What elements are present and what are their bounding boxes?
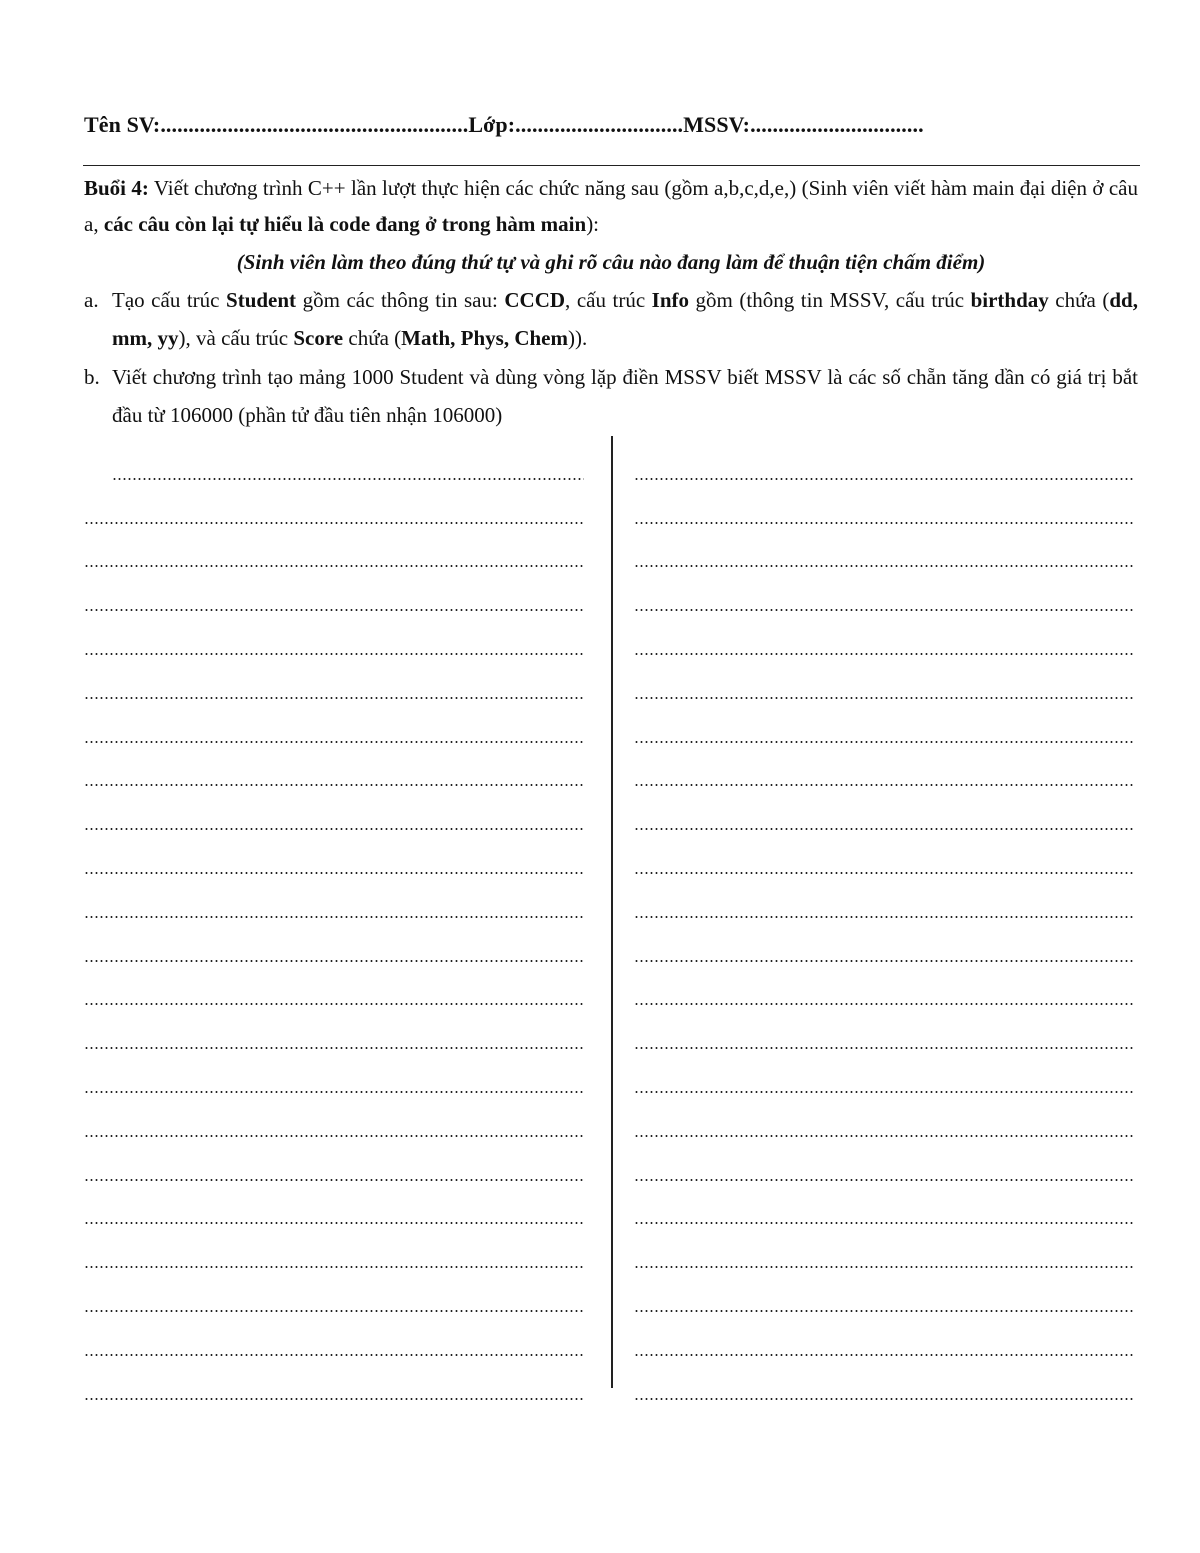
- question-b: [84, 358, 1138, 434]
- answer-line[interactable]: [84, 573, 584, 617]
- header-divider: [83, 165, 1140, 166]
- answer-line[interactable]: [634, 617, 1134, 661]
- question-text: , cấu trúc: [565, 288, 652, 312]
- question-keyword: CCCD: [504, 288, 566, 312]
- question-keyword: Math, Phys, Chem: [401, 326, 568, 350]
- answer-line[interactable]: [84, 1143, 584, 1187]
- question-text: chứa (: [1048, 288, 1110, 312]
- answer-line[interactable]: [84, 705, 584, 749]
- question-text: gồm các thông tin sau:: [296, 288, 505, 312]
- intro-text-bold: các câu còn lại tự hiểu là code đang ở trong hàm main: [103, 212, 587, 236]
- answer-line[interactable]: [634, 836, 1134, 880]
- answer-column-left[interactable]: [84, 442, 584, 1406]
- intro-text-2: ):: [586, 212, 600, 236]
- answer-line[interactable]: [84, 1187, 584, 1231]
- answer-line[interactable]: [634, 968, 1134, 1012]
- question-text: gồm (thông tin MSSV, cấu trúc: [689, 288, 971, 312]
- answer-line[interactable]: [634, 1274, 1134, 1318]
- column-divider: [611, 436, 613, 1388]
- answer-column-right[interactable]: [634, 442, 1134, 1406]
- answer-line[interactable]: [84, 617, 584, 661]
- answer-line[interactable]: [634, 705, 1134, 749]
- question-keyword: Score: [293, 326, 344, 350]
- answer-line[interactable]: [634, 1362, 1134, 1406]
- question-keyword: Student: [226, 288, 297, 312]
- question-text: ), và cấu trúc: [178, 326, 294, 350]
- instruction-note: (Sinh viên làm theo đúng thứ tự và ghi rõ câu nào đang làm để thuận tiện chấm điểm): [236, 250, 986, 274]
- answer-line[interactable]: [84, 661, 584, 705]
- answer-line[interactable]: [84, 1274, 584, 1318]
- question-keyword: dd, mm, yy: [112, 288, 1138, 350]
- answer-line[interactable]: [634, 530, 1134, 574]
- answer-line[interactable]: [84, 530, 584, 574]
- answer-line[interactable]: [634, 924, 1134, 968]
- answer-line[interactable]: [84, 968, 584, 1012]
- answer-line[interactable]: [84, 442, 584, 486]
- answer-line[interactable]: [84, 749, 584, 793]
- question-keyword: Info: [651, 288, 690, 312]
- question-text: Tạo cấu trúc: [112, 288, 227, 312]
- answer-line[interactable]: [634, 1011, 1134, 1055]
- session-label: Buổi 4:: [84, 176, 149, 200]
- answer-line[interactable]: [84, 1230, 584, 1274]
- answer-line[interactable]: [634, 573, 1134, 617]
- answer-line[interactable]: [84, 1055, 584, 1099]
- answer-line[interactable]: [634, 792, 1134, 836]
- student-id-field[interactable]: ...............................: [750, 112, 924, 137]
- answer-line[interactable]: [84, 1362, 584, 1406]
- question-keyword: birthday: [970, 288, 1049, 312]
- answer-line[interactable]: [634, 1143, 1134, 1187]
- answer-line[interactable]: [634, 486, 1134, 530]
- answer-line[interactable]: [84, 1318, 584, 1362]
- answer-line[interactable]: [84, 792, 584, 836]
- answer-line[interactable]: [634, 1318, 1134, 1362]
- answer-line[interactable]: [84, 880, 584, 924]
- student-name-field[interactable]: .......................................................: [160, 112, 469, 137]
- answer-line[interactable]: [634, 749, 1134, 793]
- question-marker: b.: [84, 365, 100, 389]
- answer-line[interactable]: [634, 1230, 1134, 1274]
- class-label: Lớp:: [468, 112, 516, 137]
- student-info-header: [84, 112, 1140, 138]
- question-marker: a.: [84, 288, 99, 312]
- question-text: )).: [568, 326, 588, 350]
- question-text: chứa (: [343, 326, 402, 350]
- class-field[interactable]: ..............................: [515, 112, 684, 137]
- answer-line[interactable]: [84, 836, 584, 880]
- answer-line[interactable]: [634, 1099, 1134, 1143]
- answer-line[interactable]: [634, 442, 1134, 486]
- answer-line[interactable]: [634, 1187, 1134, 1231]
- answer-line[interactable]: [634, 1055, 1134, 1099]
- answer-line[interactable]: [84, 486, 584, 530]
- answer-line[interactable]: [84, 924, 584, 968]
- intro-text-1: Viết chương trình C++ lần lượt thực hiện các chức năng sau (gồm a,b,c,d,e,) (Sinh viên viết hàm main đại diện ở câu a,: [84, 176, 1139, 236]
- student-name-label: Tên SV:: [84, 112, 161, 137]
- answer-line[interactable]: [634, 880, 1134, 924]
- question-text: Viết chương trình tạo mảng 1000 Student và dùng vòng lặp điền MSSV biết MSSV là các số chẵn tăng dần có giá trị bắt đầu từ 106000 (phần tử đầu tiên nhận 106000): [112, 365, 1138, 427]
- assignment-intro: [84, 170, 1138, 242]
- answer-line[interactable]: [634, 661, 1134, 705]
- question-a: [84, 281, 1138, 357]
- answer-line[interactable]: [84, 1011, 584, 1055]
- student-id-label: MSSV:: [683, 112, 751, 137]
- answer-line[interactable]: [84, 1099, 584, 1143]
